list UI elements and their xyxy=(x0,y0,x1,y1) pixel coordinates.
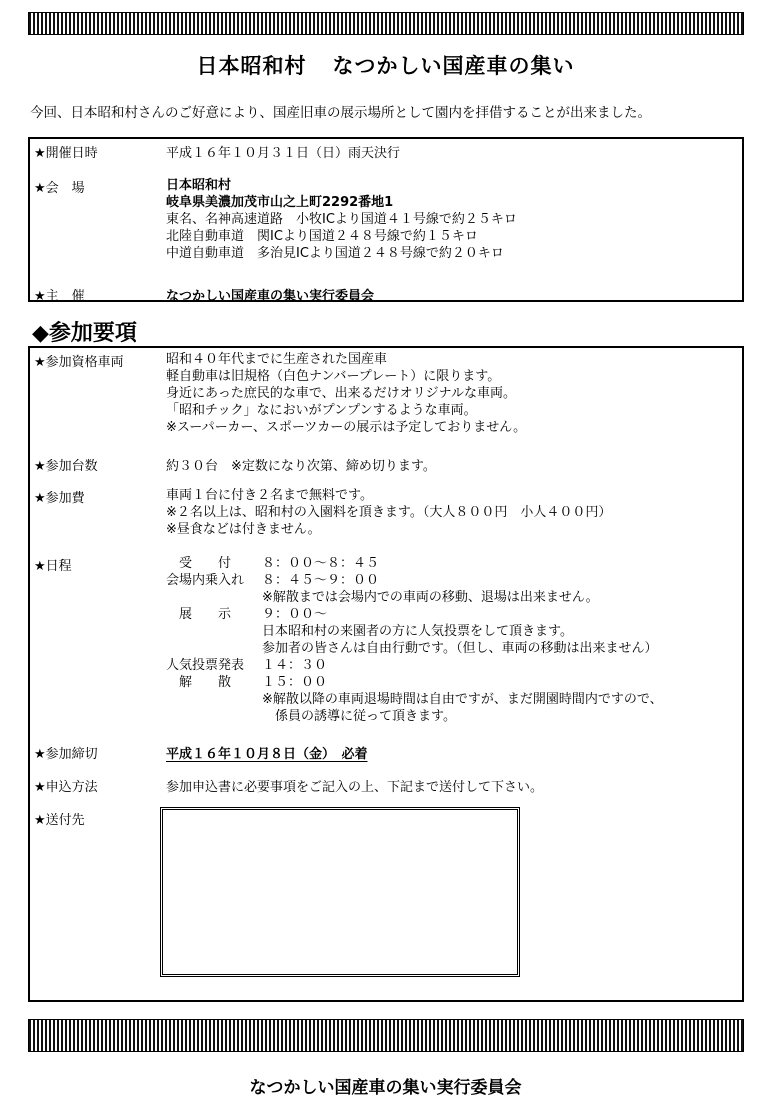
bottom-decorative-stripe xyxy=(28,1019,744,1052)
schedule-row xyxy=(166,606,663,623)
host-label: ★主 催 xyxy=(34,289,85,304)
deadline-value: 平成１６年１０月８日（金） 必着 xyxy=(166,747,368,762)
vehicle-line-3: 身近にあった庶民的な車で、出来るだけオリジナルな車両。 xyxy=(166,386,516,401)
schedule-time: １５：００ xyxy=(262,675,328,690)
apply-value: 参加申込書に必要事項をご記入の上、下記まで送付して下さい。 xyxy=(166,780,544,795)
diamond-icon: ◆ xyxy=(32,321,49,346)
schedule-details xyxy=(166,555,663,725)
schedule-head: 展 示 xyxy=(166,607,232,622)
deadline-label: ★参加締切 xyxy=(34,747,98,762)
section-title: 参加要項 xyxy=(48,321,137,346)
host-value: なつかしい国産車の集い実行委員会 xyxy=(166,289,375,304)
schedule-note: 参加者の皆さんは自由行動です。（但し、車両の移動は出来ません） xyxy=(262,641,658,656)
requirements-box xyxy=(28,346,744,1002)
schedule-note: ※解散までは会場内での車両の移動、退場は出来ません。 xyxy=(262,590,599,605)
count-value: 約３０台 ※定数になり次第、締め切ります。 xyxy=(166,459,436,474)
venue-access-2: 北陸自動車道 関ICより国道２４８号線で約１５キロ xyxy=(166,229,478,244)
schedule-note: 日本昭和村の来園者の方に人気投票をして頂きます。 xyxy=(262,624,573,639)
venue-label: ★会 場 xyxy=(34,181,85,196)
footer-organizer: なつかしい国産車の集い実行委員会 xyxy=(249,1078,522,1098)
schedule-time: ８：００～８：４５ xyxy=(262,556,380,571)
venue-name: 日本昭和村 xyxy=(166,178,232,193)
vehicle-line-2: 軽自動車は旧規格（白色ナンバープレート）に限ります。 xyxy=(166,369,501,384)
fee-line-2: ※２名以上は、昭和村の入園料を頂きます。（大人８００円 小人４００円） xyxy=(166,505,612,520)
schedule-head: 受 付 xyxy=(166,556,232,571)
fee-line-3: ※昼食などは付きません。 xyxy=(166,522,321,537)
schedule-head: 解 散 xyxy=(166,675,232,690)
venue-details xyxy=(166,177,517,262)
schedule-note: ※解散以降の車両退場時間は自由ですが、まだ開園時間内ですので、 xyxy=(262,692,663,707)
schedule-time: １４：３０ xyxy=(262,658,328,673)
fee-line-1: 車両１台に付き２名まで無料です。 xyxy=(166,488,373,503)
schedule-time: ８：４５～９：００ xyxy=(262,573,380,588)
schedule-head: 人気投票発表 xyxy=(166,658,245,673)
schedule-note: 係員の誘導に従って頂きます。 xyxy=(262,709,456,724)
venue-address: 岐阜県美濃加茂市山之上町2292番地1 xyxy=(166,195,394,210)
vehicle-details xyxy=(166,351,526,436)
page-title xyxy=(0,50,771,80)
schedule-head: 会場内乗入れ xyxy=(166,573,245,588)
count-label: ★参加台数 xyxy=(34,459,98,474)
vehicle-line-5: ※スーパーカー、スポーツカーの展示は予定しておりません。 xyxy=(166,420,527,435)
sendto-label: ★送付先 xyxy=(34,813,85,828)
section-heading xyxy=(32,316,137,347)
title-right: なつかしい国産車の集い xyxy=(332,54,575,78)
schedule-row xyxy=(166,572,663,589)
fee-label: ★参加費 xyxy=(34,491,85,506)
vehicle-label: ★参加資格車両 xyxy=(34,355,124,370)
date-value: 平成１６年１０月３１日（日）雨天決行 xyxy=(166,146,401,161)
intro-text: 今回、日本昭和村さんのご好意により、国産旧車の展示場所として園内を拝借することが出来ました。 xyxy=(30,105,651,121)
vehicle-line-1: 昭和４０年代までに生産された国産車 xyxy=(166,352,388,367)
venue-access-3: 中道自動車道 多治見ICより国道２４８号線で約２０キロ xyxy=(166,246,504,261)
schedule-row xyxy=(166,657,663,674)
schedule-label: ★日程 xyxy=(34,559,72,574)
schedule-time: ９：００～ xyxy=(262,607,328,622)
event-info-box xyxy=(28,137,744,302)
apply-label: ★申込方法 xyxy=(34,780,98,795)
vehicle-line-4: 「昭和チック」なにおいがプンプンするような車両。 xyxy=(166,403,477,418)
title-left: 日本昭和村 xyxy=(196,54,307,78)
venue-access-1: 東名、名神高速道路 小牧ICより国道４１号線で約２５キロ xyxy=(166,212,517,227)
schedule-row xyxy=(166,674,663,691)
sendto-address-box xyxy=(160,807,520,977)
top-decorative-stripe xyxy=(28,12,744,35)
fee-details xyxy=(166,487,611,538)
date-label: ★開催日時 xyxy=(34,146,98,161)
schedule-row xyxy=(166,555,663,572)
